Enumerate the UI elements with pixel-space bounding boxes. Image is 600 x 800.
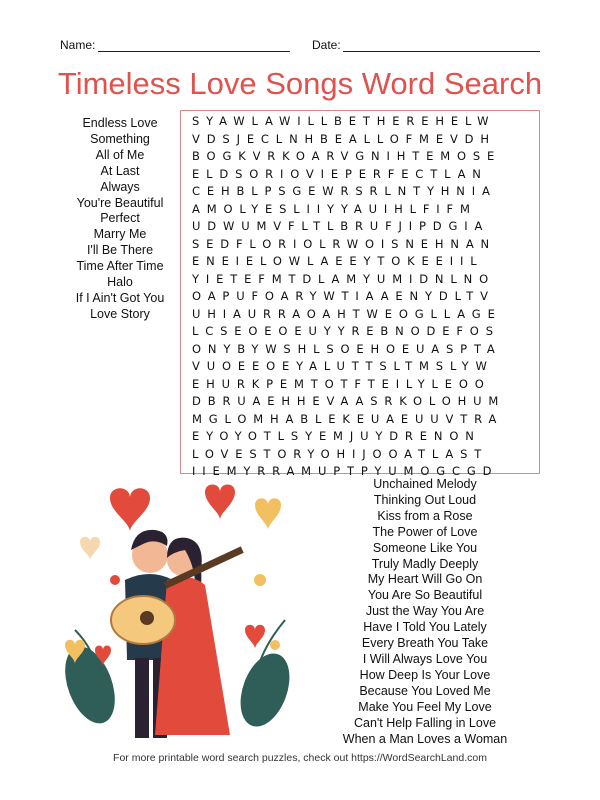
- grid-row-letters: YIETEFMTDLAMYUMIDNLNO: [192, 271, 495, 286]
- word-item: Endless Love: [82, 116, 158, 130]
- grid-row: [192, 376, 505, 394]
- leaf-left: [56, 640, 125, 730]
- grid-row-letters: ENEIELOWLAEEYTOKEEIIL: [192, 254, 484, 268]
- date-label: Date:: [312, 38, 341, 52]
- name-line[interactable]: [98, 51, 290, 52]
- word-item: Just the Way You Are: [365, 604, 485, 619]
- grid-row-letters: SYAWLAWILLBETHEREHELW: [192, 114, 496, 128]
- guitar-soundhole: [140, 611, 154, 625]
- word-item: Marry Me: [93, 227, 147, 242]
- grid-row: [192, 131, 505, 149]
- word-list-left: [60, 116, 180, 323]
- word-item: When a Man Loves a Woman: [342, 731, 508, 746]
- grid-row-letters: BOGKVRKOARVGNIHTEMOSE: [192, 149, 502, 163]
- grid-row: [192, 166, 505, 184]
- word-item: You Are So Beautiful: [367, 588, 483, 603]
- word-item: Make You Feel My Love: [358, 699, 492, 714]
- grid-row: [192, 113, 505, 131]
- word-item: Perfect: [100, 211, 140, 226]
- grid-row-letters: ONYBYWSHLSOEHOEUASPTA: [192, 341, 502, 356]
- grid-row: [192, 271, 505, 289]
- word-item: Someone Like You: [372, 540, 478, 555]
- grid-row: [192, 288, 505, 306]
- flower-icon-2: [110, 575, 120, 585]
- grid-row: [192, 411, 505, 429]
- grid-row-letters: EHURKPEMTOTFTEILYLEOO: [192, 376, 491, 391]
- word-item: All of Me: [95, 147, 145, 162]
- grid-row-letters: LCSEOEOEUYYREBNODEFOS: [192, 324, 500, 338]
- word-item: The Power of Love: [372, 524, 478, 539]
- heart-icon-4: [80, 537, 100, 560]
- word-item: How Deep Is Your Love: [359, 667, 491, 682]
- word-item: Always: [100, 179, 140, 194]
- grid-row-letters: DBRUAEHHEVAASRKOLOHUM: [192, 394, 506, 408]
- grid-row: [192, 201, 505, 219]
- grid-row-letters: VUOEEOEYALUTTSLTMSLYW: [192, 359, 494, 373]
- grid-row-letters: UDWUMVFLTLBRUFJIPDGIA: [192, 219, 490, 233]
- grid-row: [192, 358, 505, 376]
- heart-icon-7: [245, 625, 265, 649]
- word-item: My Heart Will Go On: [367, 572, 483, 587]
- flower-icon-3: [270, 640, 280, 650]
- grid-row-letters: EYOYOTLSYEMJUYDRENON: [192, 429, 481, 443]
- couple-guitar-illustration: [55, 480, 305, 750]
- word-item: Because You Loved Me: [359, 683, 491, 698]
- grid-row: [192, 323, 505, 341]
- woman-dress: [155, 577, 230, 735]
- grid-row-letters: LOVESTORYOHIJOOATLAST: [192, 446, 489, 461]
- heart-icon-1: [110, 488, 150, 532]
- name-label: Name:: [60, 38, 96, 52]
- word-item: Kiss from a Rose: [377, 508, 473, 523]
- word-item: Love Story: [90, 306, 150, 321]
- word-item: I Will Always Love You: [362, 651, 488, 666]
- grid-row: [192, 236, 505, 254]
- grid-row-letters: MGLOMHABLEKEUAEUUVTRA: [192, 411, 504, 426]
- grid-row: [192, 341, 505, 359]
- flower-icon-1: [254, 574, 266, 586]
- grid-row-letters: ELDSORIOVIEPERFECTLAN: [192, 166, 488, 181]
- word-item: Halo: [107, 275, 133, 290]
- grid-row: [192, 306, 505, 324]
- word-item: At Last: [100, 163, 140, 178]
- word-search-grid: [180, 110, 540, 478]
- heart-icon-3: [255, 498, 281, 530]
- grid-row: [192, 183, 505, 201]
- grid-row-letters: OAPUFOARYWTIAAENYDLTV: [192, 289, 495, 303]
- grid-row-letters: UHIAURRAOAHTWEOGLLAGE: [192, 306, 502, 321]
- grid-row: [192, 253, 505, 271]
- heart-icon-2: [205, 485, 235, 521]
- word-item: Thinking Out Loud: [373, 492, 477, 507]
- leaf-right: [231, 647, 298, 733]
- grid-row: [192, 428, 505, 446]
- grid-row-letters: AMOLYESLIIYYAUIHLFIFM: [192, 201, 477, 216]
- grid-letters: [181, 113, 505, 481]
- grid-row: [192, 446, 505, 464]
- man-leg-left: [135, 658, 149, 738]
- word-list-right: [330, 477, 520, 747]
- grid-row: [192, 393, 505, 411]
- word-item: Every Breath You Take: [361, 636, 489, 651]
- word-item: Time After Time: [76, 259, 164, 274]
- grid-row: [192, 218, 505, 236]
- grid-row-letters: SEDFLORIOLRWOISNEHNAN: [192, 236, 497, 251]
- word-item: You're Beautiful: [76, 195, 164, 210]
- word-item: Can't Help Falling in Love: [353, 715, 497, 730]
- word-item: Have I Told You Lately: [363, 620, 487, 635]
- date-line[interactable]: [343, 51, 540, 52]
- grid-row: [192, 148, 505, 166]
- grid-row-letters: CEHBLPSGEWRSRLNTYHNIA: [192, 184, 497, 198]
- grid-row-letters: IIEMYRRAMUPTPYUMOGCGD: [192, 464, 499, 478]
- grid-row-letters: VDSJECLNHBEALLOFMEVDH: [192, 131, 496, 146]
- page-title: Timeless Love Songs Word Search: [57, 66, 543, 101]
- header-fields: [60, 38, 540, 56]
- word-item: Truly Madly Deeply: [371, 556, 479, 571]
- word-item: I'll Be There: [86, 243, 154, 258]
- word-item: Something: [90, 131, 150, 146]
- word-item: If I Ain't Got You: [75, 290, 165, 305]
- footer-text: For more printable word search puzzles, check out https://WordSearchLand.com: [113, 752, 487, 764]
- word-item: Unchained Melody: [373, 477, 477, 491]
